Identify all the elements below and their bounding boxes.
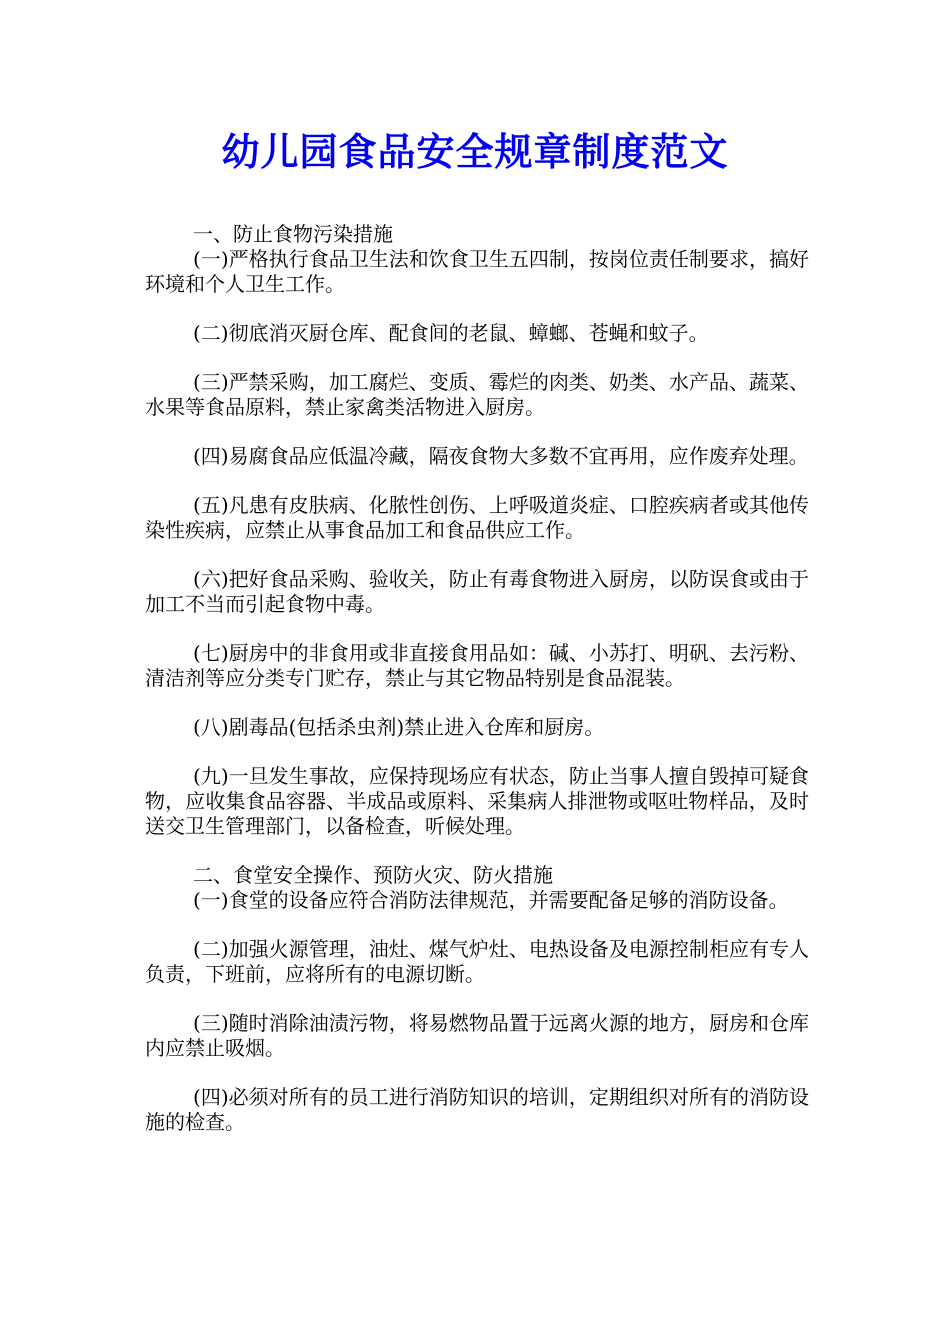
paragraph: (一)食堂的设备应符合消防法律规范，并需要配备足够的消防设备。 [193,888,789,912]
paragraph: (六)把好食品采购、验收关，防止有毒食物进入厨房，以防误食或由于加工不当而引起食物中毒。 [145,567,809,616]
paragraph: (三)随时消除油渍污物，将易燃物品置于远离火源的地方，厨房和仓库内应禁止吸烟。 [145,1011,809,1060]
paragraph: (八)剧毒品(包括杀虫剂)禁止进入仓库和厨房。 [193,715,605,739]
paragraph: (五)凡患有皮肤病、化脓性创伤、上呼吸道炎症、口腔疾病者或其他传染性疾病，应禁止从事食品加工和食品供应工作。 [145,493,809,542]
document-title: 幼儿园食品安全规章制度范文 [221,129,729,174]
section-heading: 二、食堂安全操作、预防火灾、防火措施 [193,863,553,887]
paragraph: (四)必须对所有的员工进行消防知识的培训，定期组织对所有的消防设施的检查。 [145,1085,809,1134]
paragraph: (三)严禁采购，加工腐烂、变质、霉烂的肉类、奶类、水产品、蔬菜、水果等食品原料，禁止家禽类活物进入厨房。 [145,370,809,419]
paragraph: (四)易腐食品应低温冷藏，隔夜食物大多数不宜再用，应作废弃处理。 [193,444,809,468]
paragraph: (一)严格执行食品卫生法和饮食卫生五四制，按岗位责任制要求，搞好环境和个人卫生工作。 [145,247,809,296]
paragraph: (二)加强火源管理，油灶、煤气炉灶、电热设备及电源控制柜应有专人负责，下班前，应将所有的电源切断。 [145,937,809,986]
document-body [145,222,809,1135]
paragraph: (七)厨房中的非食用或非直接食用品如：碱、小苏打、明矾、去污粉、清洁剂等应分类专门贮存，禁止与其它物品特别是食品混装。 [145,641,809,690]
paragraph: (二)彻底消灭厨仓库、配食间的老鼠、蟑螂、苍蝇和蚊子。 [193,321,709,345]
paragraph: (九)一旦发生事故，应保持现场应有状态，防止当事人擅自毁掉可疑食物，应收集食品容器、半成品或原料、采集病人排泄物或呕吐物样品，及时送交卫生管理部门，以备检查，听候处理。 [145,764,809,838]
section-heading: 一、防止食物污染措施 [193,222,393,246]
